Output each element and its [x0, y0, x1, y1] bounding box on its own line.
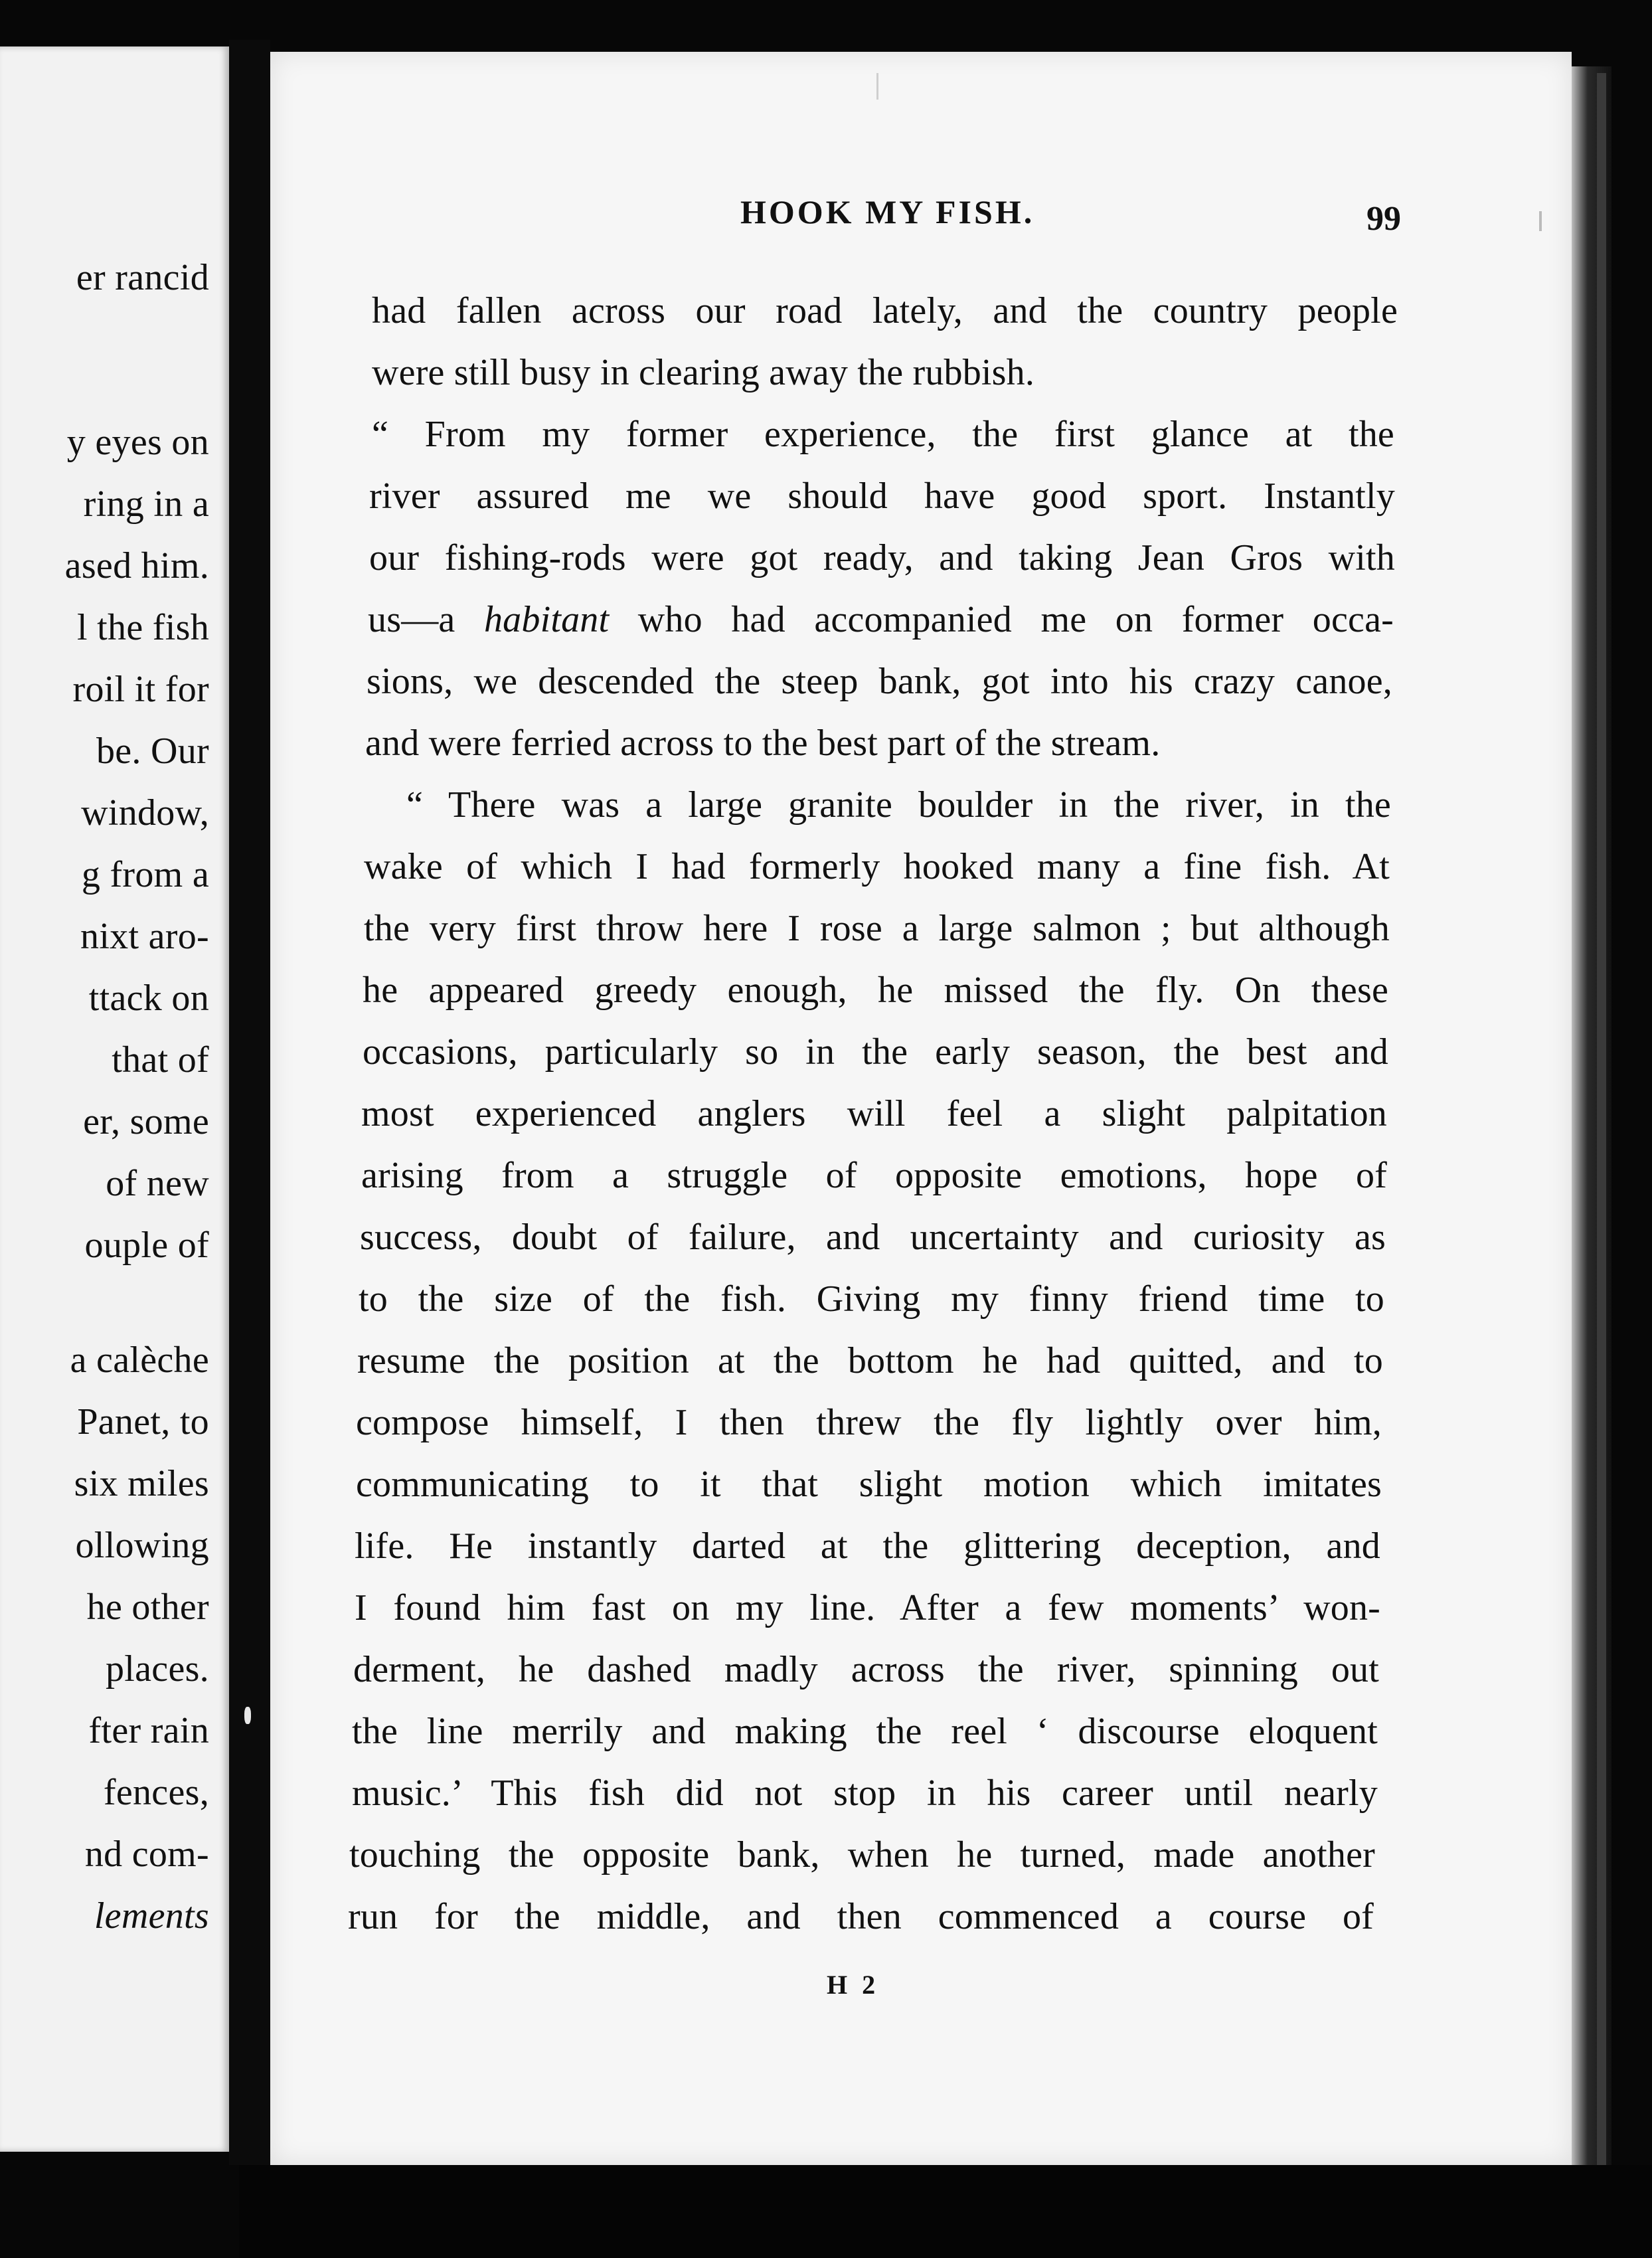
text-line: music.’ This fish did not stop in his career until nearly: [352, 1773, 1378, 1814]
text-line: run for the middle, and then commenced a course of: [348, 1896, 1374, 1937]
left-page-line: that of: [112, 1039, 209, 1081]
text-line: our fishing-rods were got ready, and taking Jean Gros with: [369, 537, 1395, 578]
running-head: HOOK MY FISH.: [740, 193, 1035, 230]
left-page-line: roil it for: [72, 669, 209, 710]
left-page-line: ttack on: [88, 978, 209, 1019]
left-page-line: l the fish: [77, 607, 209, 648]
text-line: were still busy in clearing away the rubbish.: [372, 352, 1035, 393]
text-line: communicating to it that slight motion which imitates: [356, 1464, 1382, 1505]
left-page-line: fences,: [103, 1772, 209, 1813]
scan-artifact: [876, 73, 878, 100]
left-page-line: places.: [105, 1648, 209, 1690]
text-line: to the size of the fish. Giving my finny friend time to: [359, 1278, 1384, 1320]
left-page-line: six miles: [74, 1463, 209, 1504]
left-page-line: he other: [86, 1587, 209, 1628]
left-page-line: nd com-: [84, 1834, 209, 1875]
text-line: “ From my former experience, the first glance at the: [372, 414, 1394, 455]
page-number: 99: [1366, 200, 1401, 238]
left-page-line: window,: [81, 792, 209, 833]
scan-bottom-border: [239, 2165, 1652, 2258]
text-line: us—a habitant who had accompanied me on former occa-: [368, 599, 1394, 640]
left-page-line: ring in a: [83, 483, 209, 525]
left-page-line: y eyes on: [66, 422, 209, 463]
text-line: compose himself, I then threw the fly lightly over him,: [356, 1402, 1382, 1443]
left-page-line: er rancid: [76, 257, 209, 298]
left-page-line: lements: [94, 1895, 209, 1937]
text-line: wake of which I had formerly hooked many a fine fish. At: [364, 846, 1390, 887]
text-line: and were ferried across to the best part of the stream.: [365, 723, 1161, 764]
scan-artifact: [1539, 211, 1542, 231]
left-page-line: ouple of: [84, 1225, 209, 1266]
page-edge-shadow: [1597, 73, 1606, 2165]
text-line: success, doubt of failure, and uncertainty and curiosity as: [360, 1217, 1386, 1258]
left-page-line: ollowing: [75, 1525, 209, 1566]
text-line: he appeared greedy enough, he missed the fly. On these: [363, 970, 1388, 1011]
text-line: river assured me we should have good sport. Instantly: [369, 476, 1395, 517]
left-page-line: nixt aro-: [80, 916, 209, 957]
left-page-line: a calèche: [70, 1340, 209, 1381]
left-page-line: of new: [106, 1163, 209, 1204]
text-line: arising from a struggle of opposite emotions, hope of: [361, 1155, 1387, 1196]
text-line: most experienced anglers will feel a slight palpitation: [361, 1093, 1387, 1134]
italic-word-habitant: habitant: [483, 599, 610, 640]
text-line: I found him fast on my line. After a few moments’ won-: [355, 1587, 1380, 1628]
gutter-speck: [244, 1707, 251, 1724]
left-page-line: fter rain: [88, 1710, 209, 1751]
text-line: “ There was a large granite boulder in the river, in the: [406, 784, 1391, 825]
text-line: sions, we descended the steep bank, got into his crazy canoe,: [367, 661, 1392, 702]
text-line: occasions, particularly so in the early season, the best and: [363, 1031, 1388, 1073]
book-gutter: [229, 40, 270, 2165]
left-page-line: g from a: [81, 854, 209, 895]
left-page-line: ased him.: [64, 545, 209, 586]
text-line: resume the position at the bottom he had quitted, and to: [357, 1340, 1383, 1381]
signature-mark: H 2: [827, 1970, 880, 2000]
text-line: the line merrily and making the reel ‘ discourse eloquent: [352, 1711, 1378, 1752]
text-line: had fallen across our road lately, and the country people: [372, 290, 1398, 331]
left-page-line: er, some: [83, 1101, 209, 1142]
text-line: life. He instantly darted at the glittering deception, and: [355, 1525, 1380, 1567]
left-page-line: be. Our: [96, 731, 209, 772]
text-line: touching the opposite bank, when he turned, made another: [349, 1834, 1375, 1875]
text-line: the very first throw here I rose a large salmon ; but although: [364, 908, 1390, 949]
text-line: derment, he dashed madly across the river, spinning out: [353, 1649, 1379, 1690]
left-page-line: Panet, to: [77, 1401, 209, 1442]
previous-page-fragment: [0, 46, 229, 2152]
